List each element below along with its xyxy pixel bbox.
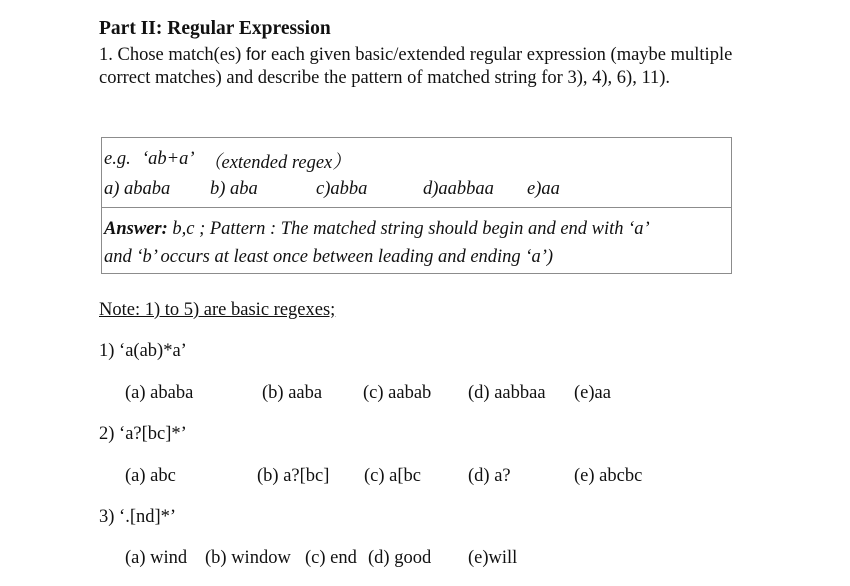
answer-option: (e)will [468,548,518,568]
answer-option: (b) a?[bc] [257,466,330,486]
answer-option: (e)aa [574,383,611,403]
answer-option: (c) aabab [363,383,432,403]
answer-option: (e) abcbc [574,466,643,486]
answer-option: (d) aabbaa [468,383,546,403]
example-answer-continued: and ‘b’ occurs at least once between leading and ending ‘a’) [104,247,554,267]
answer-option: (a) wind [125,548,188,568]
answer-option: (a) abc [125,466,176,486]
answer-text: b,c ; Pattern : The matched string should begin and end with ‘a’ [167,219,650,239]
intro-keyword: for [245,44,267,64]
section-title: Part II: Regular Expression [99,18,331,39]
example-answer [104,219,650,240]
question-label: 1) ‘a(ab)*a’ [99,341,187,361]
example-option: b) aba [210,179,258,199]
answer-option: (d) good [368,548,432,568]
answer-option: (b) window [205,548,291,568]
note: Note: 1) to 5) are basic regexes; [99,300,336,320]
question-label: 3) ‘.[nd]*’ [99,507,177,527]
question-label: 2) ‘a?[bc]*’ [99,424,187,444]
example-regex-note: （extended regex） [203,153,351,173]
answer-option: (d) a? [468,466,511,486]
intro-end: each given basic/extended regular expression (maybe multiple correct matches) and describe the pattern of matched string for 3), 4), 6), 11). [99,45,733,88]
example-option: c)abba [316,179,368,199]
answer-option: (b) aaba [262,383,323,403]
example-divider [102,207,731,208]
example-option: a) ababa [104,179,171,199]
example-option: d)aabbaa [423,179,494,199]
answer-label: Answer: [104,219,168,239]
example-option: e)aa [527,179,560,199]
instructions [99,43,739,90]
answer-option: (c) a[bc [364,466,421,486]
intro-start: 1. Chose match(es) [99,45,246,65]
example-regex: ‘ab+a’ [142,149,195,169]
answer-option: (a) ababa [125,383,194,403]
example-prefix: e.g. [104,149,131,169]
answer-option: (c) end [305,548,357,568]
